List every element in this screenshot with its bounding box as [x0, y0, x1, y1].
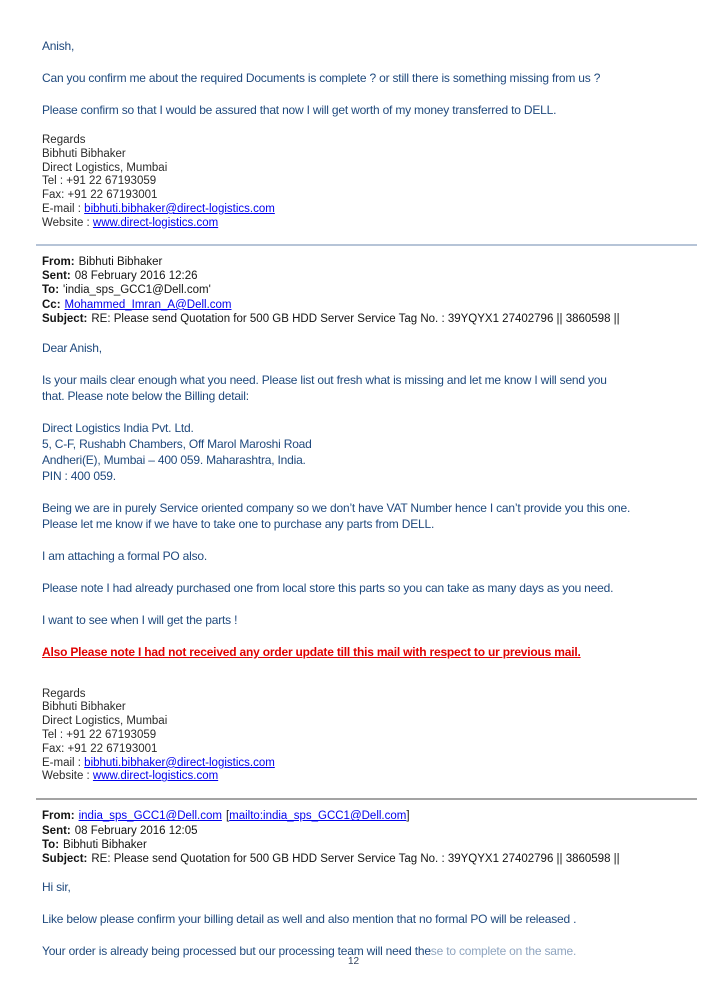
sent-label: Sent:	[42, 824, 71, 837]
email-label: E-mail :	[42, 756, 85, 769]
text-line: Direct Logistics India Pvt. Ltd.	[42, 420, 194, 435]
text-line: Being we are in purely Service oriented company so we don’t have VAT Number hence I can’t provide you this one.	[42, 500, 631, 515]
text-line	[42, 86, 687, 102]
text-line	[42, 532, 687, 548]
signature-block-2	[42, 688, 687, 785]
text-line: I want to see when I will get the parts !	[42, 612, 238, 627]
email1-cc-row	[42, 298, 687, 312]
last-line-normal: Your order is already being processed but our processing team will need the	[42, 943, 431, 958]
email-link[interactable]: bibhuti.bibhaker@direct-logistics.com	[84, 202, 275, 215]
divider-1	[36, 244, 697, 246]
email-link[interactable]: bibhuti.bibhaker@direct-logistics.com	[84, 756, 275, 769]
website-label: Website :	[42, 770, 93, 783]
text-line: Please note I had already purchased one from local store this parts so you can take as many days as you need.	[42, 580, 614, 595]
sent-value: 08 February 2016 12:26	[74, 269, 198, 282]
signature-tel: Tel : +91 22 67193059	[42, 175, 157, 188]
text-line	[42, 404, 687, 420]
page-number: 12	[347, 956, 360, 967]
email2-body	[42, 879, 687, 943]
bracket-close: ]	[406, 810, 410, 823]
subject-value: RE: Please send Quotation for 500 GB HDD Server Service Tag No. : 39YQYX1 27402796 || 3860598 ||	[91, 313, 620, 326]
signature-name: Bibhuti Bibhaker	[42, 147, 126, 160]
to-label: To:	[42, 839, 60, 851]
red-notice: Also Please note I had not received any order update till this mail with respect to ur previous mail.	[42, 644, 581, 659]
email1-sent-row	[42, 269, 687, 283]
text-line	[42, 895, 687, 911]
email1-body	[42, 340, 687, 644]
text-line: 5, C-F, Rushabh Chambers, Off Marol Maroshi Road	[42, 436, 312, 451]
website-link[interactable]: www.direct-logistics.com	[92, 216, 219, 229]
text-line	[42, 628, 687, 644]
from-label: From:	[42, 810, 75, 823]
cc-label: Cc:	[42, 298, 61, 311]
text-line: I am attaching a formal PO also.	[42, 548, 208, 563]
subject-label: Subject:	[42, 853, 88, 866]
text-line: Dear Anish,	[42, 340, 102, 355]
last-line-faded: se to complete on the same.	[430, 943, 577, 958]
text-line	[42, 356, 687, 372]
text-line	[42, 564, 687, 580]
from-value: Bibhuti Bibhaker	[78, 255, 163, 268]
text-line	[42, 596, 687, 612]
to-label: To:	[42, 284, 60, 297]
signature-regards: Regards	[42, 134, 86, 146]
to-value: 'india_sps_GCC1@Dell.com'	[63, 284, 211, 297]
signature-company: Direct Logistics, Mumbai	[42, 161, 168, 174]
text-line: Andheri(E), Mumbai – 400 059. Maharashtra, India.	[42, 452, 306, 467]
cc-link[interactable]: Mohammed_Imran_A@Dell.com	[64, 298, 232, 311]
text-line	[42, 927, 687, 943]
opening-message	[42, 38, 687, 118]
email2-sent-row	[42, 824, 687, 838]
text-line: Please confirm so that I would be assured that now I will get worth of my money transferred to DELL.	[42, 103, 557, 117]
signature-block-1	[42, 134, 687, 231]
website-label: Website :	[42, 216, 93, 229]
sent-label: Sent:	[42, 269, 71, 282]
signature-regards: Regards	[42, 687, 86, 700]
text-line: Please let me know if we have to take one to purchase any parts from DELL.	[42, 516, 435, 531]
email2-header	[42, 809, 687, 867]
email1-to-row	[42, 283, 687, 297]
email2-from-row	[42, 809, 687, 823]
email2-subject-row	[42, 852, 687, 866]
signature-fax: Fax: +91 22 67193001	[42, 742, 158, 755]
signature-fax: Fax: +91 22 67193001	[42, 189, 158, 202]
text-line: PIN : 400 059.	[42, 468, 116, 483]
signature-company: Direct Logistics, Mumbai	[42, 715, 168, 728]
signature-email-row	[42, 757, 687, 771]
from-mailto-link[interactable]: mailto:india_sps_GCC1@Dell.com	[229, 810, 407, 823]
email1-from-row	[42, 255, 687, 269]
text-line: Is your mails clear enough what you need. Please list out fresh what is missing and let me know I will send you	[42, 372, 607, 387]
sent-value: 08 February 2016 12:05	[74, 824, 198, 837]
signature-name: Bibhuti Bibhaker	[42, 701, 126, 714]
email2-to-row	[42, 838, 687, 852]
text-line: Like below please confirm your billing detail as well and also mention that no formal PO will be released .	[42, 911, 577, 926]
bracket-open: [	[225, 810, 230, 823]
divider-2	[36, 798, 697, 800]
text-line: Can you confirm me about the required Documents is complete ? or still there is something missing from us ?	[42, 71, 601, 85]
from-label: From:	[42, 255, 75, 268]
signature-website-row	[42, 217, 687, 231]
signature-tel: Tel : +91 22 67193059	[42, 729, 157, 741]
to-value: Bibhuti Bibhaker	[63, 839, 147, 851]
text-line: that. Please note below the Billing detail:	[42, 388, 249, 403]
website-link[interactable]: www.direct-logistics.com	[92, 770, 219, 783]
text-line	[42, 484, 687, 500]
email1-subject-row	[42, 312, 687, 326]
text-line: Hi sir,	[42, 879, 71, 894]
email-label: E-mail :	[42, 202, 85, 215]
text-line: Anish,	[42, 39, 75, 53]
subject-label: Subject:	[42, 313, 88, 326]
email1-header	[42, 255, 687, 327]
subject-value: RE: Please send Quotation for 500 GB HDD Server Service Tag No. : 39YQYX1 27402796 || 3860598 ||	[91, 853, 620, 866]
from-address-link[interactable]: india_sps_GCC1@Dell.com	[78, 810, 222, 823]
signature-website-row	[42, 770, 687, 784]
text-line	[42, 54, 687, 70]
signature-email-row	[42, 203, 687, 217]
